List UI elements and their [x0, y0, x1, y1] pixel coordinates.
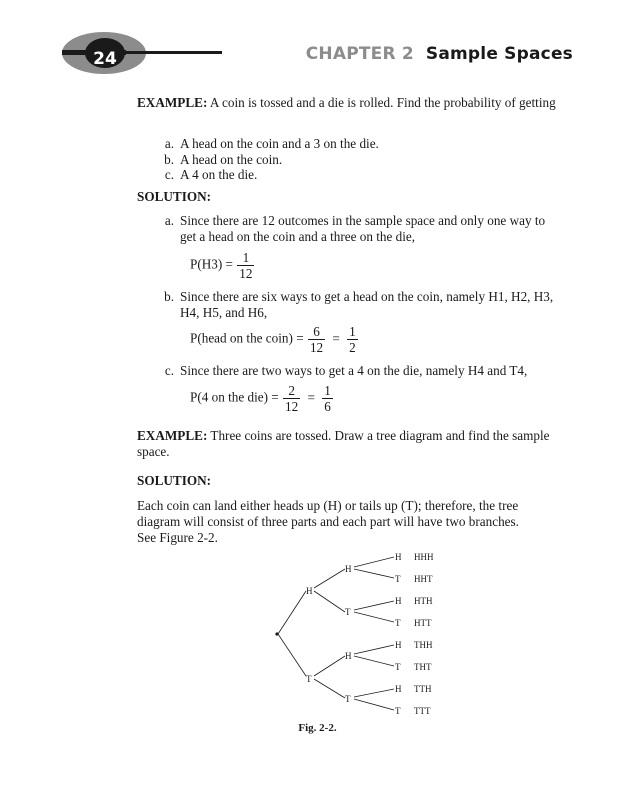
denominator: 6 — [324, 399, 331, 414]
equation-lhs: P(head on the coin) = — [190, 330, 304, 346]
numerator: 2 — [288, 383, 295, 398]
branch-line — [314, 656, 345, 676]
fraction — [308, 324, 325, 355]
outcome-label: HHH — [414, 552, 434, 562]
example-text: A coin is tossed and a die is rolled. Find the probability of getting — [209, 95, 556, 110]
section-title: Sample Spaces — [425, 44, 573, 64]
branch-line — [354, 601, 394, 610]
list-item-label: c. — [164, 363, 174, 378]
equation-lhs: P(H3) = — [190, 256, 233, 272]
branch-line — [314, 569, 345, 588]
numerator: 1 — [349, 324, 356, 339]
list-item-label: c. — [164, 167, 174, 182]
chapter-label: CHAPTER 2 — [305, 44, 414, 64]
fraction — [237, 250, 254, 281]
solution-text: Since there are six ways to get a head on the coin, namely H1, H2, H3, — [180, 289, 554, 304]
branch-line — [354, 699, 394, 710]
tree-node-label: T — [345, 607, 351, 617]
branch-line — [278, 634, 306, 676]
figure-caption: Fig. 2-2. — [298, 722, 337, 734]
tree-node-label: T — [395, 662, 401, 672]
branch-line — [354, 557, 394, 567]
solution-text: H4, H5, and H6, — [180, 305, 268, 320]
solution-text: Since there are two ways to get a 4 on the die, namely H4 and T4, — [180, 363, 528, 378]
numerator: 1 — [324, 383, 331, 398]
running-header — [306, 44, 573, 64]
list-item-text: A head on the coin. — [180, 152, 283, 167]
outcome-label: HTT — [414, 618, 432, 628]
tree-diagram — [270, 548, 470, 720]
list-item-text: A head on the coin and a 3 on the die. — [180, 136, 379, 151]
list-item-label: a. — [164, 136, 174, 151]
example-1 — [137, 94, 573, 111]
outcome-label: THT — [414, 662, 432, 672]
equation-c — [190, 383, 334, 414]
list-item-label: b. — [164, 289, 174, 304]
tree-node-label: H — [395, 684, 402, 694]
tree-node-label: T — [306, 674, 312, 684]
solution-text: get a head on the coin and a three on the die, — [180, 229, 416, 244]
example-label: EXAMPLE: — [137, 95, 208, 110]
branch-line — [278, 591, 306, 634]
page-number: 24 — [93, 49, 117, 69]
numerator: 1 — [242, 250, 250, 265]
branch-line — [354, 612, 394, 622]
numerator: 6 — [313, 324, 320, 339]
fraction — [347, 324, 358, 355]
branch-line — [314, 679, 345, 698]
branch-line — [354, 645, 394, 654]
equals-sign: = — [307, 389, 315, 405]
tree-node-label: H — [306, 586, 313, 596]
example-text: space. — [137, 444, 170, 459]
example-label: EXAMPLE: — [137, 428, 208, 443]
tree-node-label: T — [395, 706, 401, 716]
equation-a — [190, 250, 255, 281]
list-item-label: b. — [164, 152, 174, 167]
tree-node-label: H — [395, 640, 402, 650]
fraction — [322, 383, 333, 414]
outcome-label: TTT — [414, 706, 431, 716]
denominator: 12 — [285, 399, 299, 414]
equation-b — [190, 324, 359, 355]
example-text: Three coins are tossed. Draw a tree diagram and find the sample — [210, 428, 550, 443]
equation-lhs: P(4 on the die) = — [190, 389, 279, 405]
branch-line — [354, 656, 394, 666]
solution-text: Each coin can land either heads up (H) or tails up (T); therefore, the tree — [137, 498, 519, 513]
outcome-label: THH — [414, 640, 433, 650]
list-item-label: a. — [164, 213, 174, 228]
branch-line — [314, 591, 345, 612]
root-node — [275, 632, 278, 635]
tree-node-label: H — [345, 564, 352, 574]
list-item-text: A 4 on the die. — [180, 167, 258, 182]
tree-node-label: T — [395, 618, 401, 628]
outcome-label: HTH — [414, 596, 433, 606]
equals-sign: = — [332, 330, 340, 346]
tree-node-label: H — [395, 552, 402, 562]
tree-node-label: T — [395, 574, 401, 584]
solution-text: diagram will consist of three parts and each part will have two branches. — [137, 514, 519, 529]
outcome-label: TTH — [414, 684, 432, 694]
tree-node-label: T — [345, 694, 351, 704]
denominator: 12 — [239, 266, 253, 281]
outcome-label: HHT — [414, 574, 433, 584]
solution-text: See Figure 2-2. — [137, 530, 218, 545]
solution-label: SOLUTION: — [137, 189, 212, 204]
tree-node-label: H — [345, 651, 352, 661]
branch-line — [354, 689, 394, 697]
solution-text: Since there are 12 outcomes in the sample space and only one way to — [180, 213, 546, 228]
branch-line — [354, 569, 394, 578]
denominator: 12 — [309, 340, 324, 355]
solution-label: SOLUTION: — [137, 473, 212, 488]
example-2 — [137, 427, 573, 444]
denominator: 2 — [349, 340, 356, 355]
fraction — [283, 383, 300, 414]
tree-node-label: H — [395, 596, 402, 606]
